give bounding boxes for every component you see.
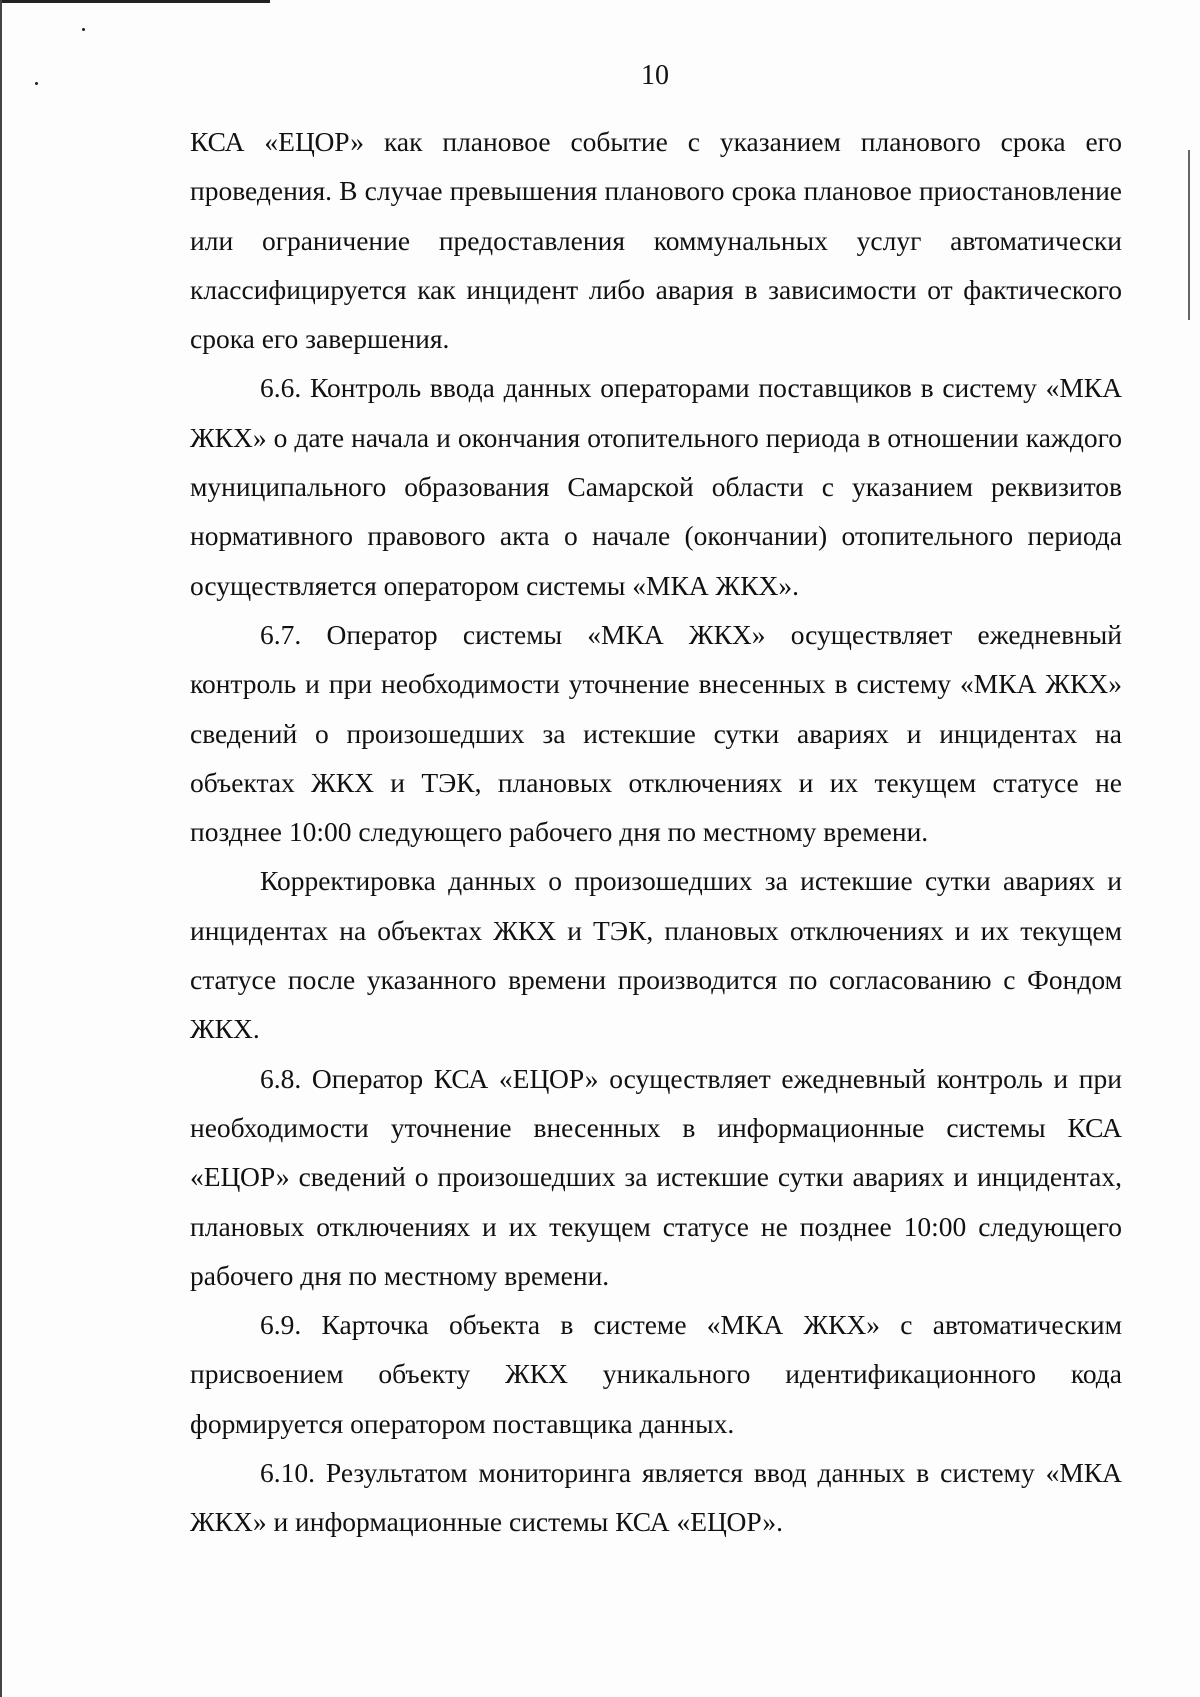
paragraph-continuation: КСА «ЕЦОР» как плановое событие с указанием планового срока его проведения. В случае превышения планового срока плановое приостановление или ограничение предоставления коммунальных услуг автоматически классифицируется как инцидент либо авария в зависимости от фактического срока его завершения.: [190, 126, 1122, 355]
page-number: 10: [641, 60, 669, 91]
paragraph-6-10: 6.10. Результатом мониторинга является ввод данных в систему «МКА ЖКХ» и информационные системы КСА «ЕЦОР».: [190, 1457, 1122, 1538]
paragraph-6-8: 6.8. Оператор КСА «ЕЦОР» осуществляет ежедневный контроль и при необходимости уточнение внесенных в информационные системы КСА «ЕЦОР» сведений о произошедших за истекшие сутки авариях и инцидентах, плановых отключениях и их текущем статусе не позднее 10:00 следующего рабочего дня по местному времени.: [190, 1062, 1122, 1291]
scan-edge-right: [1188, 150, 1190, 320]
scan-dot: [82, 28, 85, 31]
paragraph-6-9: 6.9. Карточка объекта в системе «МКА ЖКХ» с автоматическим присвоением объекту ЖКХ уникального идентификационного кода формируется оператором поставщика данных.: [190, 1309, 1122, 1439]
scan-edge-left: [0, 0, 2, 1697]
paragraph-6-6: 6.6. Контроль ввода данных операторами поставщиков в систему «МКА ЖКХ» о дате начала и окончания отопительного периода в отношении каждого муниципального образования Самарской области с указанием реквизитов нормативного правового акта о начале (окончании) отопительного периода осуществляется оператором системы «МКА ЖКХ».: [190, 372, 1122, 601]
scan-edge-top: [0, 0, 270, 3]
paragraph-6-7: 6.7. Оператор системы «МКА ЖКХ» осуществляет ежедневный контроль и при необходимости уточнение внесенных в систему «МКА ЖКХ» сведений о произошедших за истекшие сутки авариях и инцидентах на объектах ЖКХ и ТЭК, плановых отключениях и их текущем статусе не позднее 10:00 следующего рабочего дня по местному времени.: [190, 618, 1122, 848]
paragraph-correction: Корректировка данных о произошедших за истекшие сутки авариях и инцидентах на объектах ЖКХ и ТЭК, плановых отключениях и их текущем статусе после указанного времени производится по согласованию с Фондом ЖКХ.: [190, 865, 1122, 1045]
document-body: [190, 117, 1122, 1547]
